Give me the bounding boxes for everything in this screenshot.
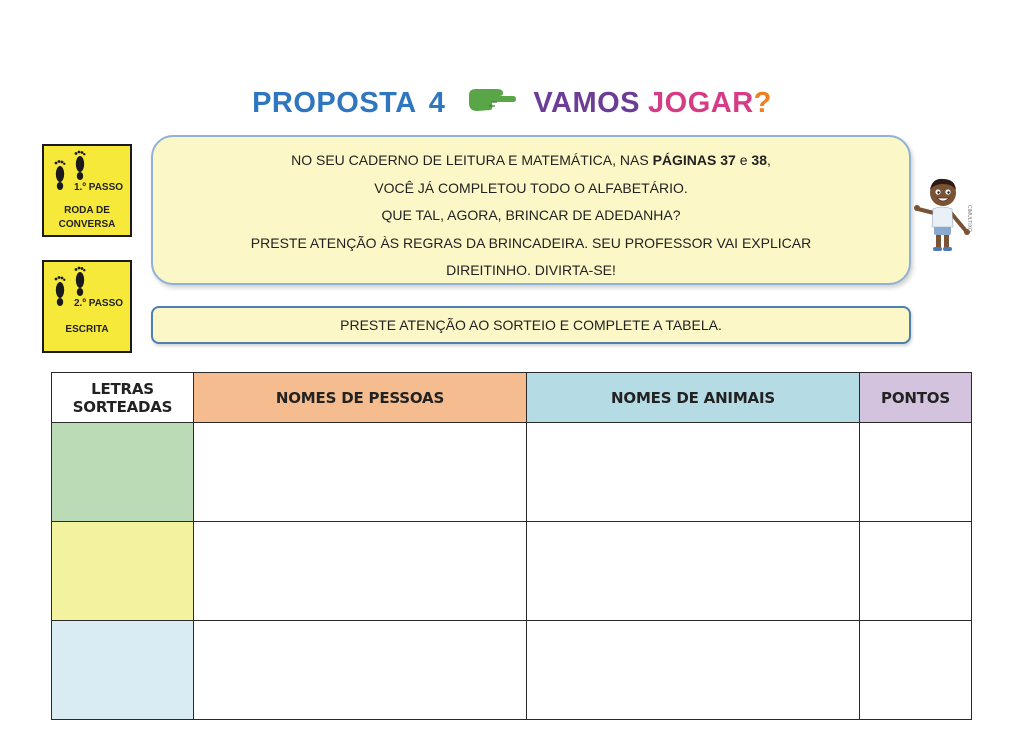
header-nomes-de-pessoas: NOMES DE PESSOAS bbox=[194, 373, 527, 423]
bubble-text: , bbox=[766, 152, 771, 168]
table-row bbox=[52, 621, 972, 720]
title-jogar: JOGAR bbox=[648, 86, 754, 119]
bubble-text: NO SEU CADERNO DE LEITURA E MATEMÁTICA, NAS bbox=[291, 152, 653, 168]
title-proposta: PROPOSTA bbox=[252, 86, 417, 119]
header-line: LETRAS bbox=[91, 379, 154, 398]
person-name-cell[interactable] bbox=[194, 522, 527, 621]
bubble-line-2: VOCÊ JÁ COMPLETOU TODO O ALFABETÁRIO. bbox=[374, 179, 688, 196]
step-label-line: RODA DE bbox=[64, 205, 110, 216]
letter-cell[interactable] bbox=[52, 522, 194, 621]
step-number: 2.º PASSO bbox=[74, 298, 124, 309]
bubble-line-4: PRESTE ATENÇÃO ÀS REGRAS DA BRINCADEIRA. SEU PROFESSOR VAI EXPLICAR bbox=[250, 234, 812, 251]
instruction-strip: PRESTE ATENÇÃO AO SORTEIO E COMPLETE A TABELA. bbox=[151, 306, 911, 344]
animal-name-cell[interactable] bbox=[527, 522, 860, 621]
step-label: ESCRITA bbox=[65, 324, 109, 335]
points-cell[interactable] bbox=[860, 423, 972, 522]
bubble-text: e bbox=[735, 152, 752, 168]
person-name-cell[interactable] bbox=[194, 423, 527, 522]
letter-cell[interactable] bbox=[52, 621, 194, 720]
letter-cell[interactable] bbox=[52, 423, 194, 522]
bubble-bold-pages: PÁGINAS 37 bbox=[652, 152, 736, 168]
step-label bbox=[44, 204, 130, 232]
person-name-cell[interactable] bbox=[194, 621, 527, 720]
illustration-credit: CIMULTIXO bbox=[966, 205, 972, 232]
animal-name-cell[interactable] bbox=[527, 423, 860, 522]
table-header-row bbox=[52, 373, 972, 423]
pointing-hand-icon bbox=[467, 85, 517, 121]
bubble-line-1 bbox=[153, 147, 909, 175]
bubble-bold-page: 38 bbox=[751, 152, 767, 168]
bubble-line-5: DIREITINHO. DIVIRTA-SE! bbox=[446, 262, 616, 278]
bubble-line-3: QUE TAL, AGORA, BRINCAR DE ADEDANHA? bbox=[381, 207, 681, 223]
table-row bbox=[52, 423, 972, 522]
title-number: 4 bbox=[428, 86, 446, 119]
header-line: SORTEADAS bbox=[72, 397, 173, 416]
instructions-bubble bbox=[151, 135, 911, 285]
page-title bbox=[0, 78, 1024, 128]
step-label-line: CONVERSA bbox=[58, 219, 116, 230]
step-number: 1.º PASSO bbox=[74, 182, 124, 193]
boy-waving-icon bbox=[912, 175, 974, 262]
step-2-box bbox=[42, 260, 132, 353]
title-vamos: VAMOS bbox=[533, 86, 641, 119]
table-row bbox=[52, 522, 972, 621]
header-letras-sorteadas bbox=[52, 373, 194, 423]
animal-name-cell[interactable] bbox=[527, 621, 860, 720]
points-cell[interactable] bbox=[860, 621, 972, 720]
header-nomes-de-animais: NOMES DE ANIMAIS bbox=[527, 373, 860, 423]
header-pontos: PONTOS bbox=[860, 373, 972, 423]
game-table bbox=[51, 372, 972, 720]
points-cell[interactable] bbox=[860, 522, 972, 621]
step-1-box bbox=[42, 144, 132, 237]
title-question-mark: ? bbox=[753, 86, 772, 119]
